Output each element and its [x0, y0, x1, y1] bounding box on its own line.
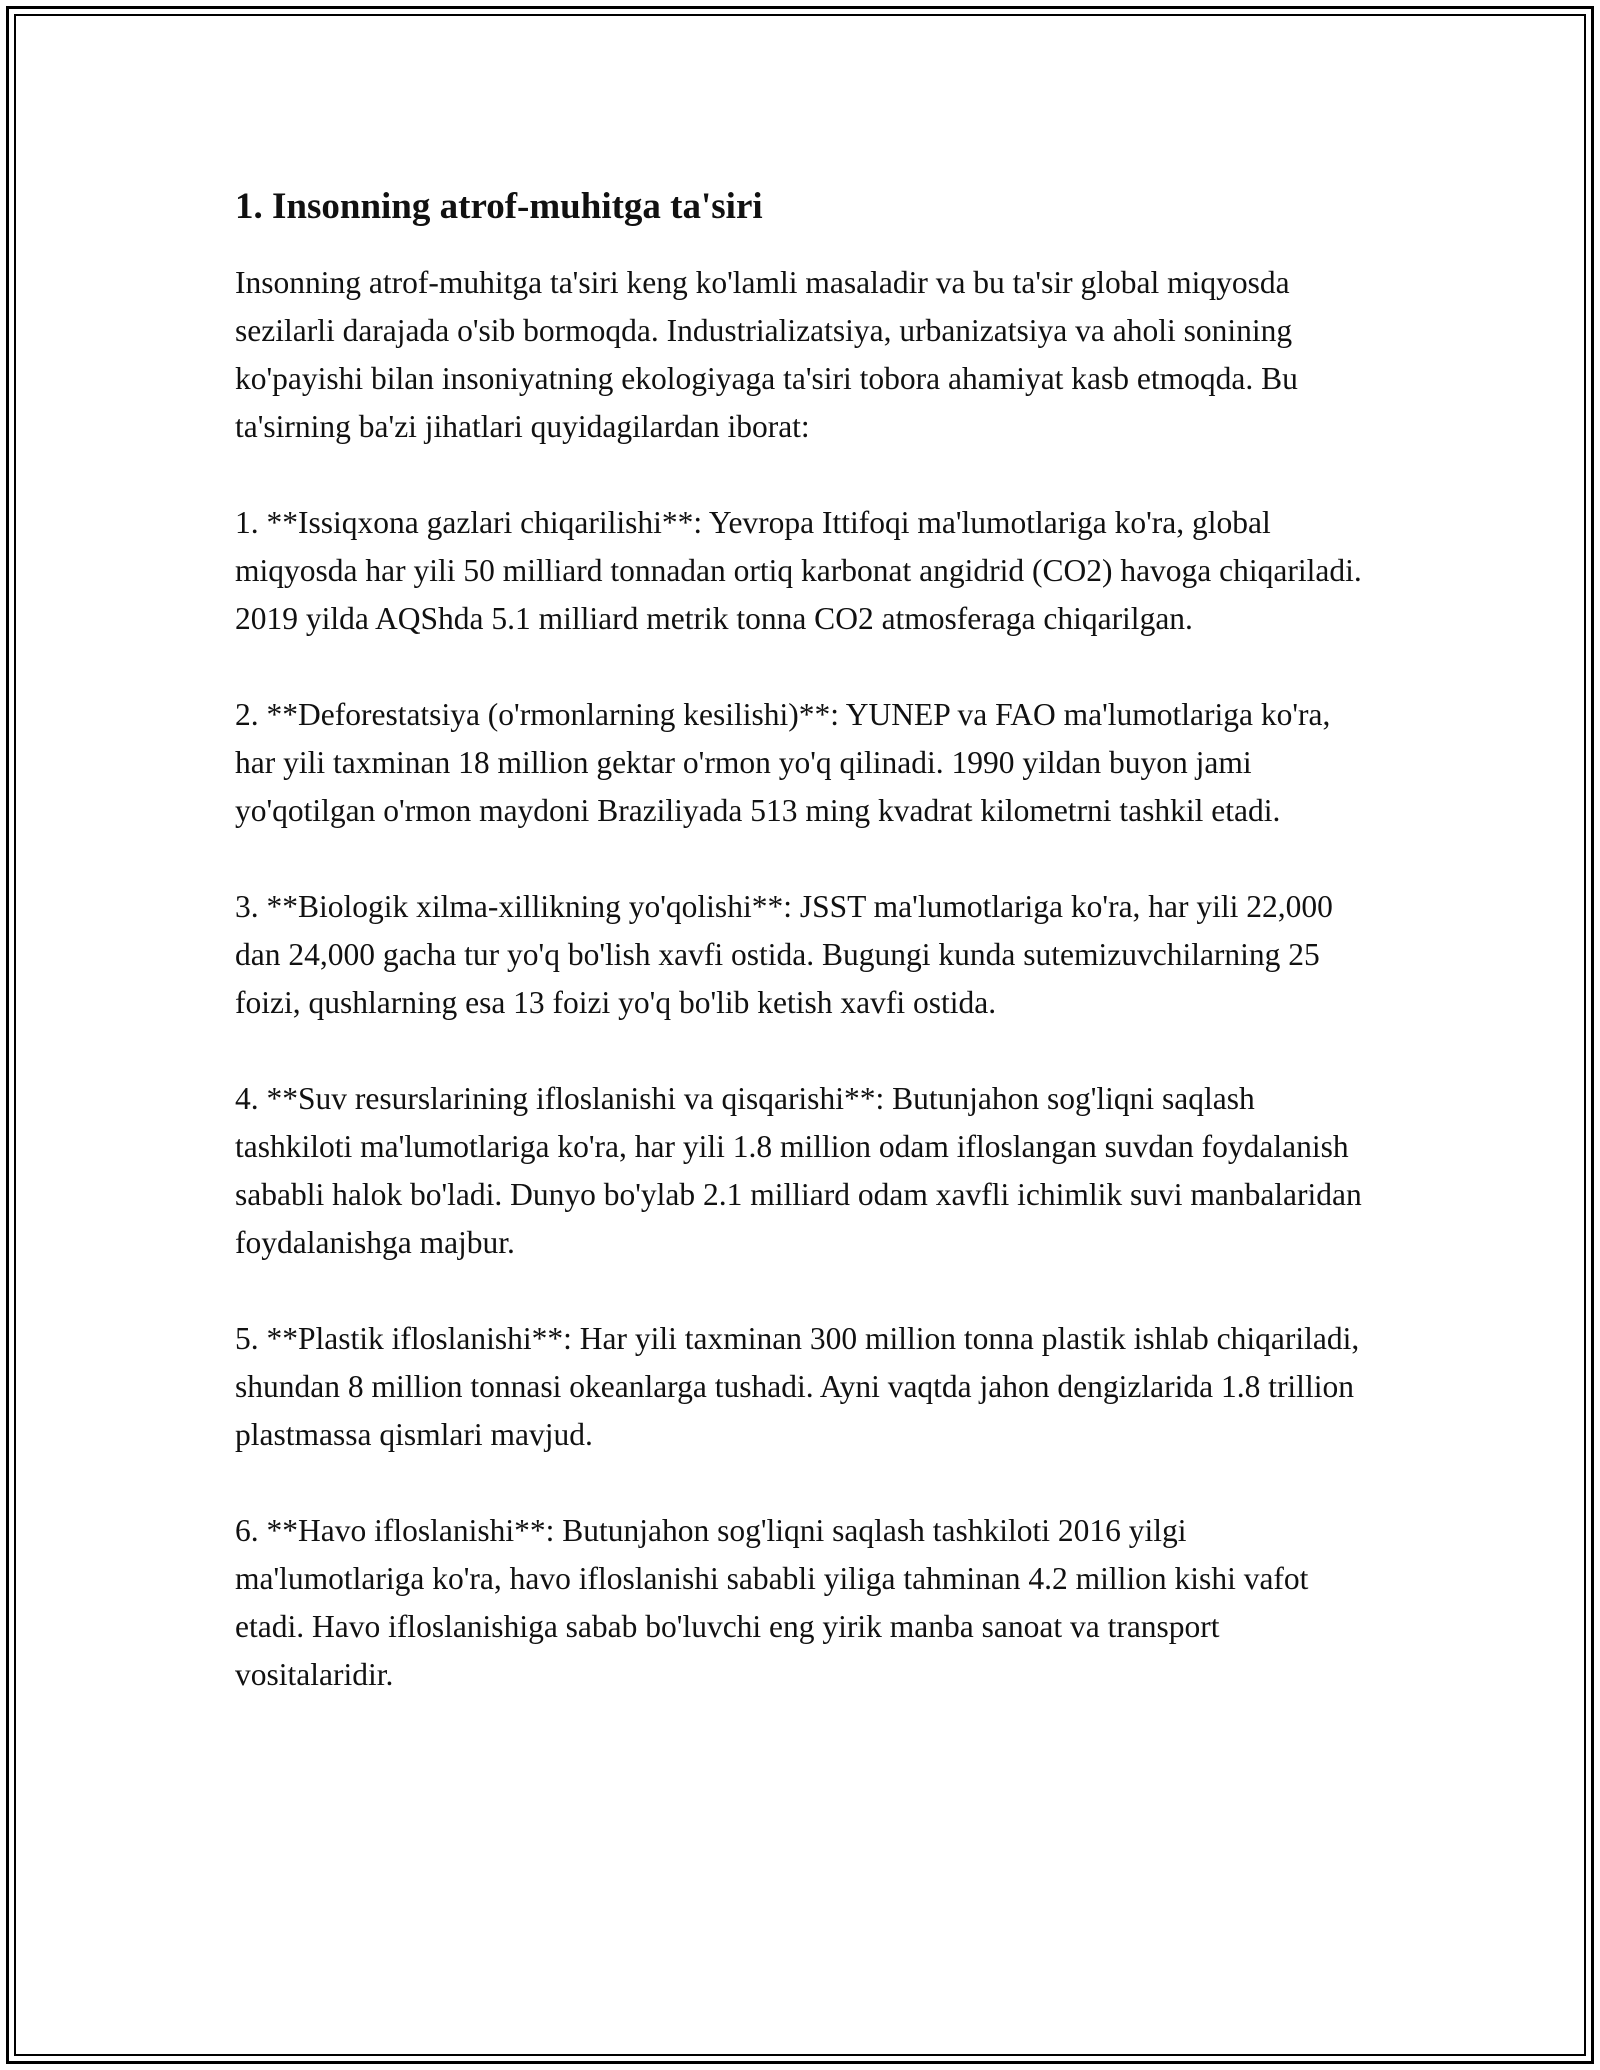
list-item-air-pollution: 6. **Havo ifloslanishi**: Butunjahon sog'liqni saqlash tashkiloti 2016 yilgi ma'lumotlariga ko'ra, havo ifloslanishi sababli yiliga tahminan 4.2 million kishi vafot etadi. Havo ifloslanishiga sabab bo'luvchi eng yirik manba sanoat va transport vositalaridir.: [235, 1513, 1309, 1693]
list-item-biodiversity-loss: 3. **Biologik xilma-xillikning yo'qolishi**: JSST ma'lumotlariga ko'ra, har yili 22,000 dan 24,000 gacha tur yo'q bo'lish xavfi ostida. Bugungi kunda sutemizuvchilarning 25 foizi, qushlarning esa 13 foizi yo'q bo'lib ketish xavfi ostida.: [235, 889, 1333, 1021]
list-item-plastic-pollution: 5. **Plastik ifloslanishi**: Har yili taxminan 300 million tonna plastik ishlab chiqariladi, shundan 8 million tonnasi okeanlarga tushadi. Ayni vaqtda jahon dengizlarida 1.8 trillion plastmassa qismlari mavjud.: [235, 1321, 1360, 1453]
list-item-greenhouse-gases: 1. **Issiqxona gazlari chiqarilishi**: Yevropa Ittifoqi ma'lumotlariga ko'ra, global miqyosda har yili 50 milliard tonnadan ortiq karbonat angidrid (CO2) havoga chiqariladi. 2019 yilda AQShda 5.1 milliard metrik tonna CO2 atmosferaga chiqarilgan.: [235, 505, 1362, 637]
document-body: [235, 185, 1375, 1747]
section-title: 1. Insonning atrof-muhitga ta'siri: [235, 186, 763, 227]
list-item-water-pollution: 4. **Suv resurslarining ifloslanishi va qisqarishi**: Butunjahon sog'liqni saqlash tashkiloti ma'lumotlariga ko'ra, har yili 1.8 million odam ifloslangan suvdan foydalanish sababli halok bo'ladi. Dunyo bo'ylab 2.1 milliard odam xavfli ichimlik suvi manbalaridan foydalanishga majbur.: [235, 1081, 1362, 1261]
intro-paragraph: Insonning atrof-muhitga ta'siri keng ko'lamli masaladir va bu ta'sir global miqyosda sezilarli darajada o'sib bormoqda. Industrializatsiya, urbanizatsiya va aholi sonining ko'payishi bilan insoniyatning ekologiyaga ta'siri tobora ahamiyat kasb etmoqda. Bu ta'sirning ba'zi jihatlari quyidagilardan iborat:: [235, 265, 1298, 445]
list-item-deforestation: 2. **Deforestatsiya (o'rmonlarning kesilishi)**: YUNEP va FAO ma'lumotlariga ko'ra, har yili taxminan 18 million gektar o'rmon yo'q qilinadi. 1990 yildan buyon jami yo'qotilgan o'rmon maydoni Braziliyada 513 ming kvadrat kilometrni tashkil etadi.: [235, 697, 1331, 829]
